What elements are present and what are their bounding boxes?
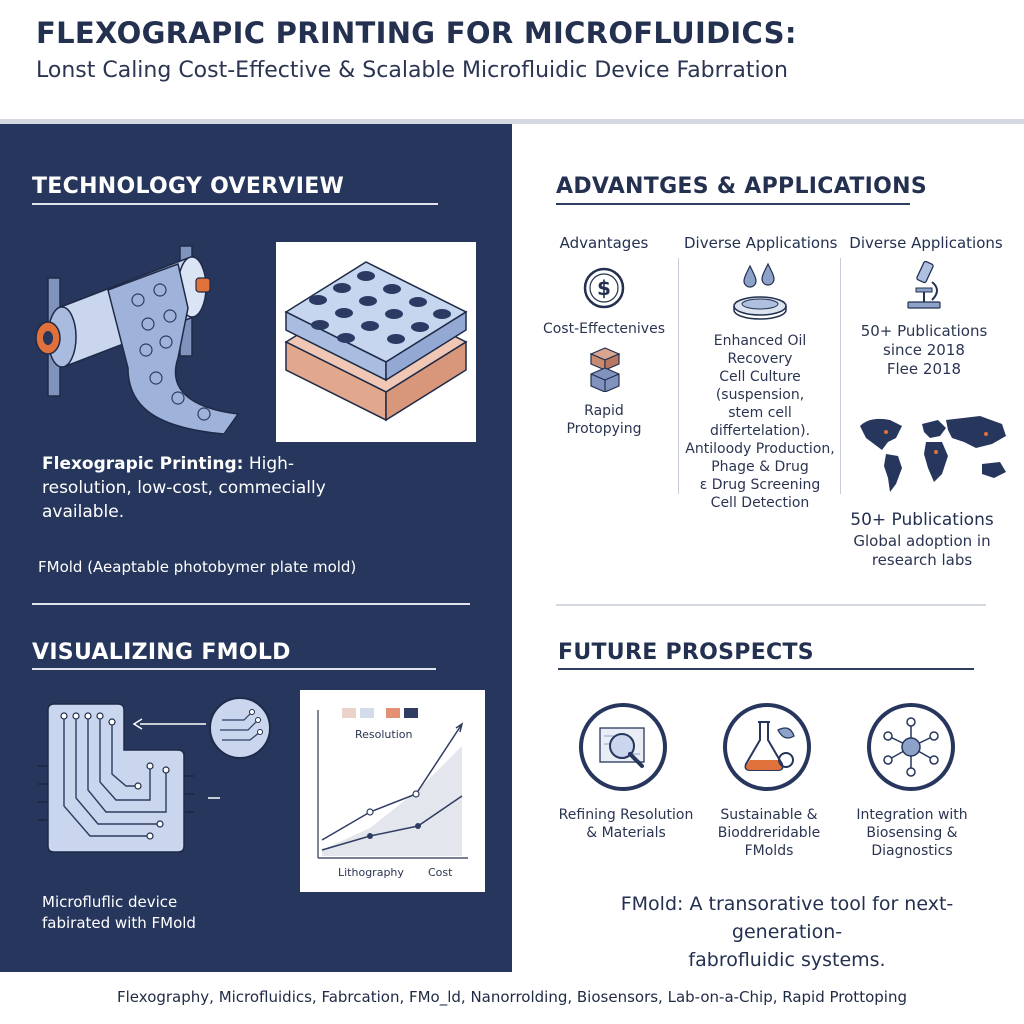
column-divider bbox=[840, 258, 841, 494]
chip-caption-line: Microfluflic device bbox=[42, 893, 178, 911]
publications-line: since 2018 bbox=[883, 341, 965, 359]
col-title-advantages: Advantages bbox=[559, 234, 649, 252]
petri-dish-icon bbox=[728, 262, 792, 322]
future-item-line: Sustainable & bbox=[720, 807, 818, 823]
fmold-layer-illustration bbox=[276, 242, 476, 442]
layers-icon bbox=[588, 346, 622, 392]
chart-point bbox=[367, 809, 373, 815]
future-item-line: Biosensing & bbox=[866, 825, 958, 841]
chart-x-label-cost: Cost bbox=[428, 866, 453, 879]
application-item: stem cell bbox=[728, 405, 792, 421]
cost-effectiveness-label: Cost-Effectenives bbox=[542, 321, 666, 337]
rapid-label-line: Protopying bbox=[566, 421, 642, 437]
closing-line: fabrofluidic systems. bbox=[688, 949, 886, 971]
flexo-roller-illustration bbox=[28, 238, 258, 438]
page-title: FLEXOGRAPIC PRINTING FOR MICROFLUIDICS: bbox=[36, 16, 797, 50]
chip-caption bbox=[42, 892, 262, 934]
legend-swatch-2 bbox=[360, 708, 374, 718]
legend-swatch-1 bbox=[342, 708, 356, 718]
global-adoption-line: Global adoption in bbox=[853, 532, 991, 550]
left-section-divider bbox=[32, 603, 470, 605]
flexo-description-text: High-resolution, low-cost, commecially available. bbox=[42, 454, 326, 522]
flexo-description bbox=[42, 452, 372, 524]
future-item-sustainable bbox=[702, 806, 836, 860]
network-sensor-icon bbox=[866, 702, 956, 792]
chart-point bbox=[367, 833, 373, 839]
advantages-rule bbox=[556, 203, 910, 205]
flexo-description-bold: Flexograpic Printing: bbox=[42, 454, 244, 474]
chart-svg bbox=[300, 690, 485, 892]
dollar-icon bbox=[582, 266, 626, 310]
advantages-heading: ADVANTGES & APPLICATIONS bbox=[556, 174, 927, 199]
visualizing-fmold-rule bbox=[32, 668, 436, 670]
microfluidic-chip-illustration bbox=[30, 686, 290, 864]
closing-line: FMold: A transorative tool for next-generation- bbox=[620, 893, 954, 943]
publications-line: 50+ Publications bbox=[860, 322, 988, 340]
technology-overview-heading: TECHNOLOGY OVERVIEW bbox=[32, 174, 345, 199]
resolution-cost-chart bbox=[300, 690, 485, 892]
right-section-divider bbox=[556, 604, 986, 606]
future-item-line: FMolds bbox=[744, 843, 794, 859]
visualizing-fmold-heading: VISUALIZING FMOLD bbox=[32, 640, 291, 665]
global-publications-title: 50+ Publications bbox=[850, 510, 994, 530]
chart-x-label-lithography: Lithography bbox=[338, 866, 404, 879]
column-divider bbox=[678, 258, 679, 494]
page-subtitle: Lonst Caling Cost-Effective & Scalable Microfluidic Device Fabrration bbox=[36, 58, 788, 83]
global-adoption-text bbox=[836, 532, 1008, 570]
rapid-label-line: Rapid bbox=[584, 403, 624, 419]
application-item: Phage & Drug bbox=[711, 459, 809, 475]
publications-line: Flee 2018 bbox=[886, 360, 962, 378]
microscope-icon bbox=[902, 260, 946, 310]
fmold-note: FMold (Aeaptable photobymer plate mold) bbox=[38, 558, 357, 576]
chip-caption-line: fabirated with FMold bbox=[42, 914, 196, 932]
magnifier-blueprint-icon bbox=[578, 702, 668, 792]
application-item: Enhanced Oil Recovery bbox=[713, 333, 807, 367]
col-title-applications-2: Diverse Applications bbox=[849, 234, 1003, 252]
application-item: Antiloody Production, bbox=[685, 441, 835, 457]
global-adoption-line: research labs bbox=[871, 551, 973, 569]
future-item-line: Integration with bbox=[856, 807, 968, 823]
applications-list bbox=[680, 332, 840, 512]
legend-swatch-4 bbox=[404, 708, 418, 718]
col-title-applications: Diverse Applications bbox=[684, 234, 838, 252]
future-item-line: Bioddreridable bbox=[717, 825, 821, 841]
legend-swatch-3 bbox=[386, 708, 400, 718]
future-prospects-heading: FUTURE PROSPECTS bbox=[558, 640, 814, 665]
future-prospects-rule bbox=[558, 668, 974, 670]
application-item: differtelation). bbox=[709, 423, 811, 439]
chart-label-resolution: Resolution bbox=[355, 728, 413, 741]
footer-keywords: Flexography, Microfluidics, Fabrcation, FMo_ld, Nanorrolding, Biosensors, Lab-on-a-Chip, Rapid Prottoping bbox=[117, 988, 907, 1006]
fmold-illustration-panel bbox=[276, 242, 476, 442]
future-item-line: Diagnostics bbox=[871, 843, 953, 859]
future-item-line: & Materials bbox=[586, 825, 666, 841]
application-item: Cell Culture (suspension, bbox=[715, 369, 805, 403]
rapid-prototyping-label bbox=[556, 402, 652, 438]
application-item: Cell Detection bbox=[710, 495, 810, 511]
svg-text:$: $ bbox=[597, 276, 611, 300]
publications-block bbox=[846, 322, 1002, 379]
flask-leaf-icon bbox=[722, 702, 812, 792]
chart-area bbox=[322, 746, 462, 856]
chart-point bbox=[415, 823, 421, 829]
chart-point bbox=[413, 791, 419, 797]
closing-statement bbox=[572, 890, 1002, 974]
application-item: ɛ Drug Screening bbox=[699, 477, 821, 493]
future-item-integration bbox=[844, 806, 980, 860]
technology-overview-rule bbox=[32, 203, 438, 205]
future-item-refining bbox=[556, 806, 696, 842]
future-item-line: Refining Resolution bbox=[558, 807, 694, 823]
world-map-icon bbox=[856, 412, 1018, 500]
